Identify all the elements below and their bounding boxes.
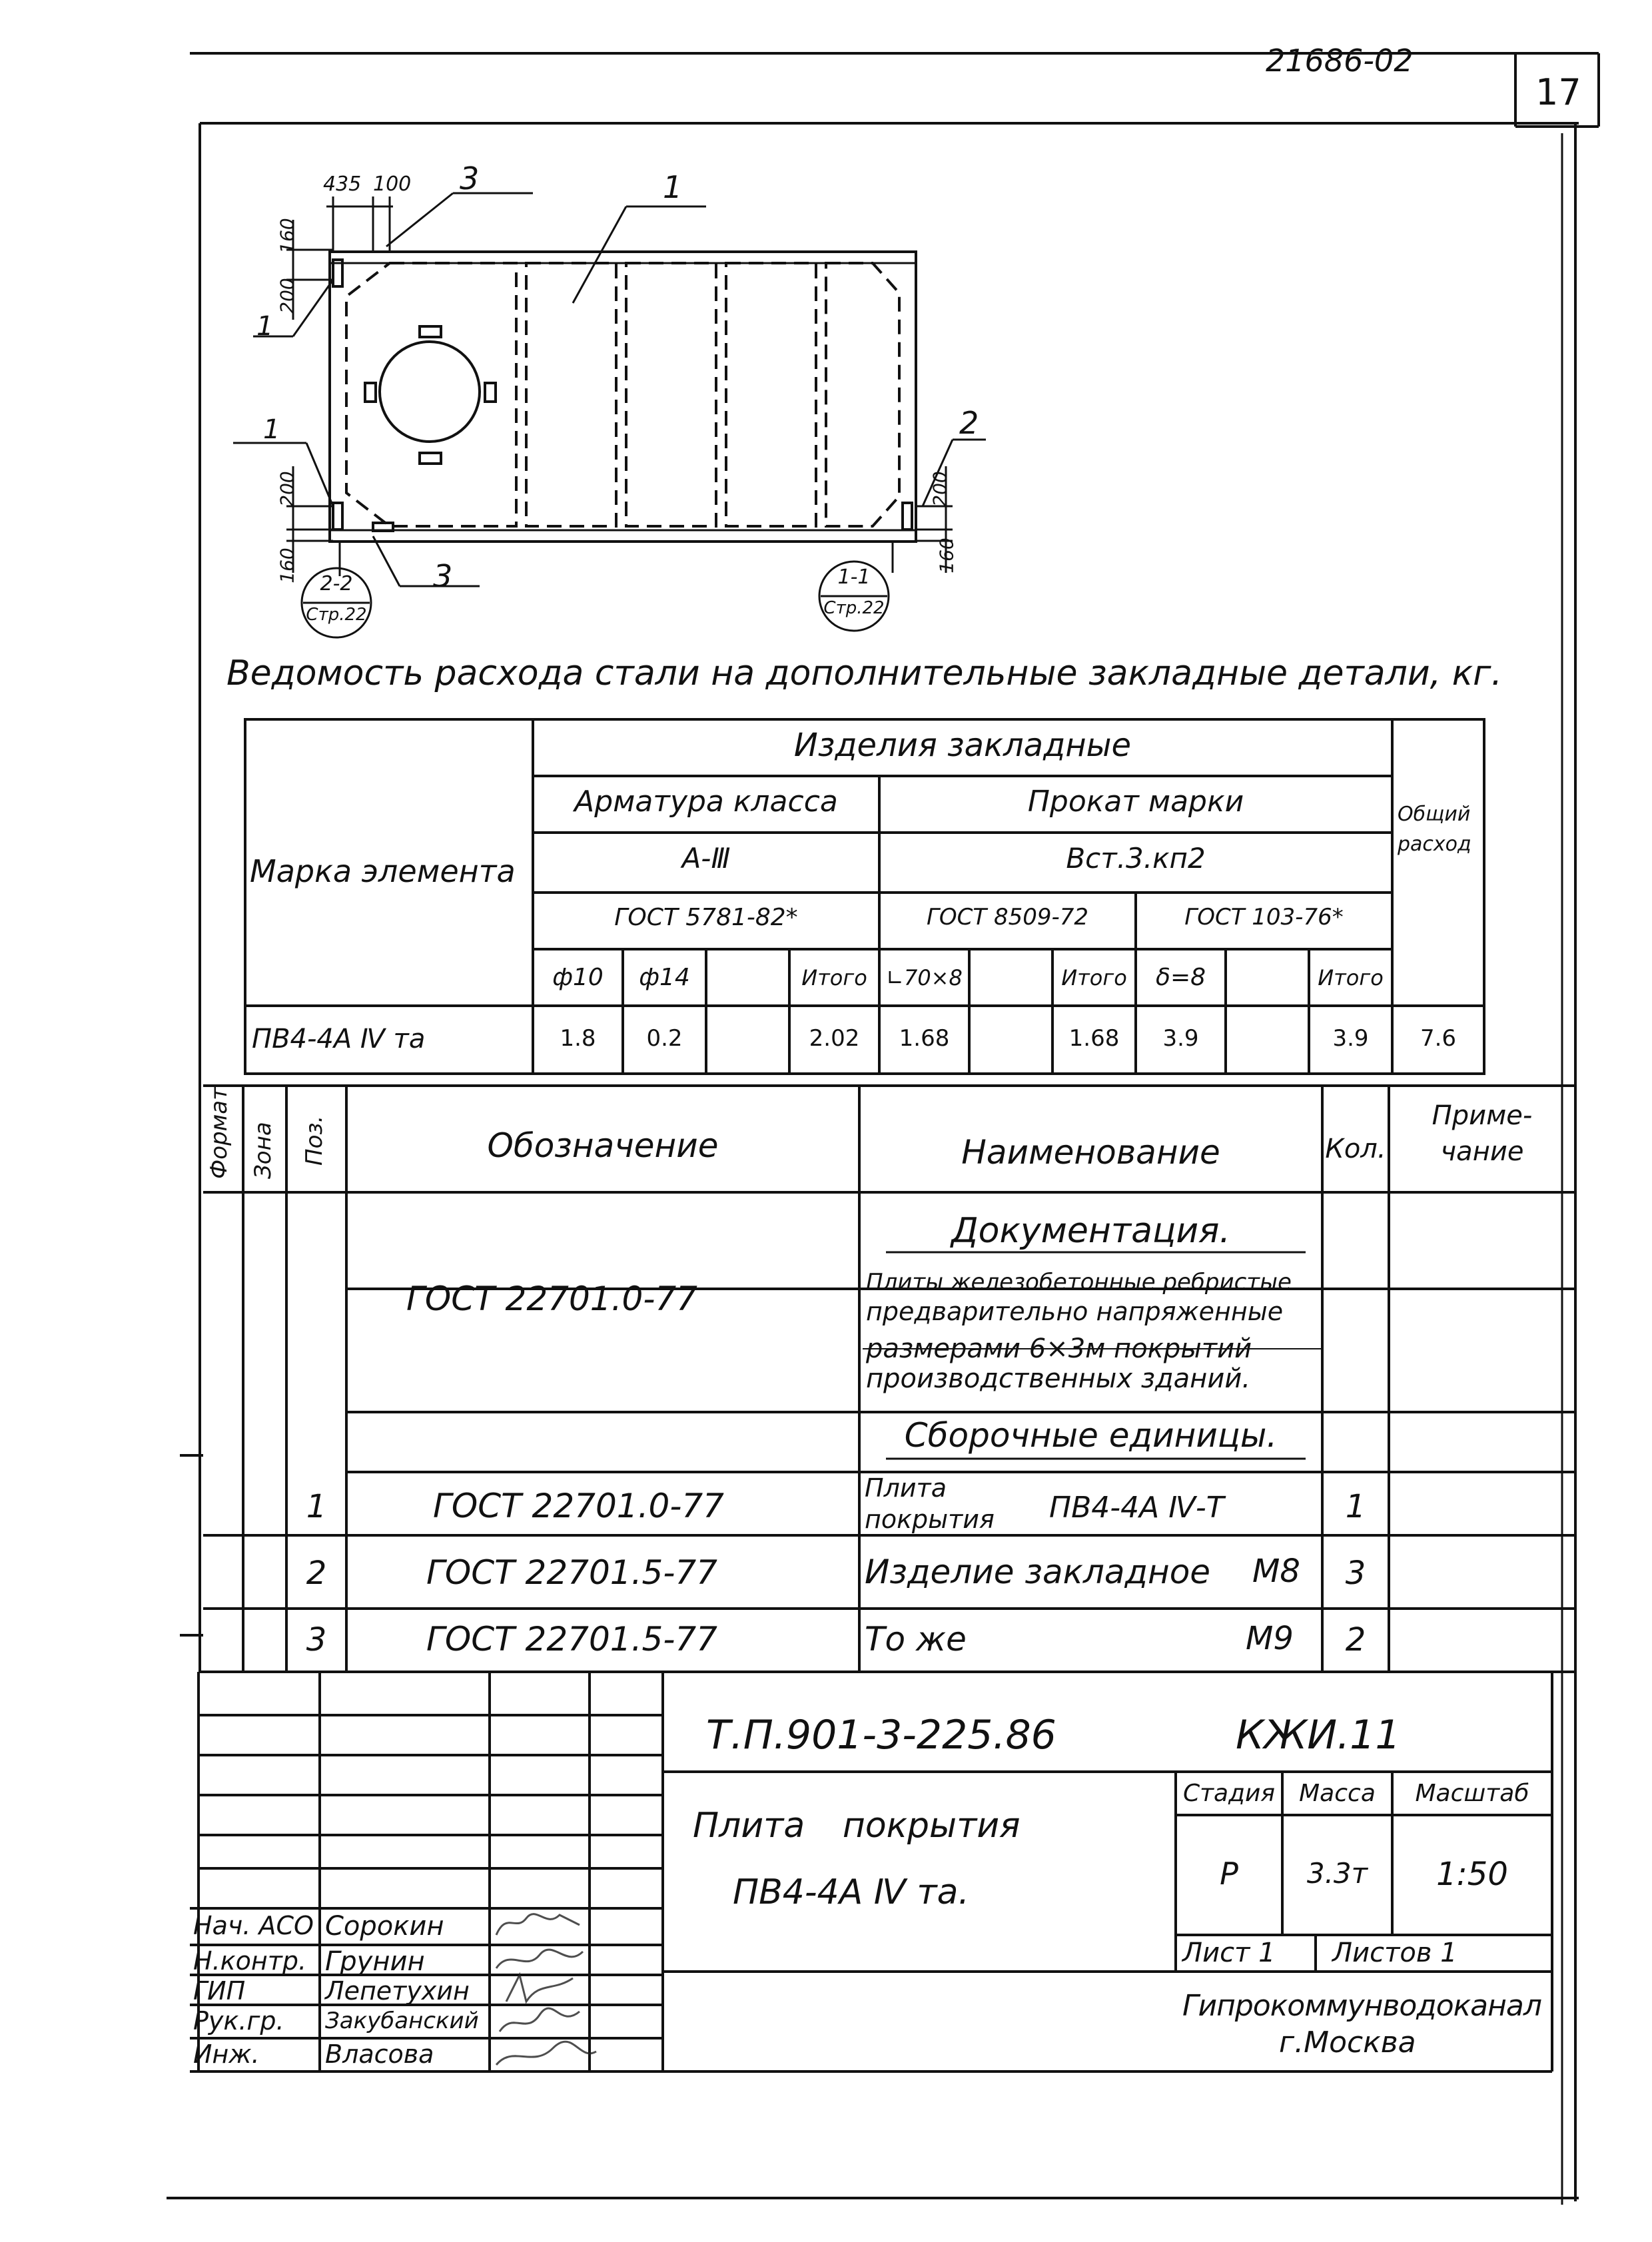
name-engineer: Власова [325, 2040, 434, 2069]
section-assembly-units: Сборочные единицы. [904, 1416, 1278, 1455]
header-rebar-class: Арматура класса [574, 785, 838, 819]
cell-angle: 1.68 [899, 1025, 950, 1052]
plan-drawing [330, 252, 916, 542]
spec-row-3-name: То же [865, 1620, 967, 1659]
position-1-top: 1 [663, 169, 683, 205]
dim-200-bottom-left: 200 [276, 471, 298, 507]
role-engineer: Инж. [193, 2040, 260, 2069]
position-3-bottom: 3 [433, 558, 453, 594]
spec-row-1-name-b: покрытия [865, 1505, 995, 1534]
position-3-top: 3 [460, 161, 480, 196]
scale-value: 1:50 [1436, 1856, 1508, 1893]
dim-200-bottom-right: 200 [929, 471, 951, 507]
header-quantity: Кол. [1325, 1134, 1386, 1164]
subheader-d10: ф10 [552, 964, 604, 991]
header-total-consumption: Общий расход [1398, 803, 1471, 856]
section-2-2-label: 2-2 [320, 572, 353, 595]
spec-row-1-designation: ГОСТ 22701.0-77 [433, 1487, 724, 1525]
cell-total-plate: 3.9 [1332, 1025, 1369, 1052]
header-gost-5781: ГОСТ 5781-82* [614, 904, 798, 931]
cell-plate: 3.9 [1162, 1025, 1199, 1052]
subheader-total-rebar: Итого [801, 965, 867, 990]
sheet-code: КЖИ.11 [1236, 1712, 1401, 1758]
header-zone: Зона [250, 1122, 276, 1179]
name-chief-engineer: Лепетухин [325, 1976, 470, 2006]
cell-d14: 0.2 [646, 1025, 683, 1052]
spec-row-3-designation: ГОСТ 22701.5-77 [426, 1620, 717, 1659]
dim-100: 100 [373, 173, 412, 196]
spec-row-2-quantity: 3 [1345, 1555, 1366, 1592]
position-1-left-lower: 1 [263, 414, 280, 445]
cell-overall-total: 7.6 [1420, 1025, 1457, 1052]
header-gost-103: ГОСТ 103-76* [1184, 904, 1344, 931]
dim-200-top-left: 200 [276, 278, 298, 314]
section-1-1-label: 1-1 [837, 565, 871, 589]
header-stage: Стадия [1182, 1780, 1276, 1807]
sheet-label: Лист 1 [1182, 1938, 1276, 1968]
position-1-left: 1 [256, 311, 274, 342]
archive-code: 21686-02 [1266, 43, 1414, 79]
cell-total-rebar: 2.02 [809, 1025, 860, 1052]
header-scale: Масштаб [1415, 1780, 1529, 1807]
cell-d10: 1.8 [560, 1025, 596, 1052]
item-name-line-2: ПВ4-4А Ⅳ та. [733, 1872, 970, 1912]
position-2-right: 2 [959, 405, 979, 441]
header-gost-8509: ГОСТ 8509-72 [926, 904, 1089, 931]
doc-name-line-2: предварительно напряженные [866, 1297, 1284, 1326]
doc-gost: ГОСТ 22701.0-77 [406, 1280, 697, 1318]
role-chief-engineer: ГИП [193, 1976, 246, 2006]
dim-160-bottom-right: 160 [935, 538, 958, 573]
sheet-number: 17 [1535, 71, 1581, 113]
row-element-mark: ПВ4-4А Ⅳ та [252, 1024, 426, 1054]
doc-name-line-3: размерами 6×3м покрытий [866, 1333, 1252, 1364]
subheader-d14: ф14 [639, 964, 690, 991]
header-element-mark: Марка элемента [250, 853, 516, 889]
dim-160-top-left: 160 [276, 218, 298, 254]
role-head-aso: Нач. АСО [193, 1911, 314, 1940]
spec-row-2-designation: ГОСТ 22701.5-77 [426, 1553, 717, 1592]
role-norm-control: Н.контр. [193, 1946, 307, 1976]
organization-city: г.Москва [1279, 2026, 1416, 2059]
doc-name-line-1: Плиты железобетонные ребристые [866, 1269, 1292, 1296]
header-rolled-grade-value: Вст.3.кп2 [1066, 842, 1206, 875]
header-embedded-items: Изделия закладные [793, 727, 1132, 764]
subheader-total-plate: Итого [1318, 965, 1384, 990]
header-format: Формат [206, 1087, 232, 1179]
dim-435: 435 [323, 173, 362, 196]
steel-table-title: Ведомость расхода стали на дополнительные закладные детали, кг. [226, 653, 1502, 693]
header-rolled-grade: Прокат марки [1027, 785, 1244, 819]
header-designation: Обозначение [487, 1126, 719, 1165]
header-name: Наименование [961, 1133, 1220, 1172]
name-head-aso: Сорокин [325, 1911, 444, 1942]
spec-row-2-grade: М8 [1252, 1553, 1300, 1590]
role-group-lead: Рук.гр. [193, 2006, 284, 2036]
sheets-label: Листов 1 [1332, 1938, 1457, 1968]
subheader-plate: δ=8 [1155, 964, 1206, 991]
spec-row-3-quantity: 2 [1345, 1621, 1366, 1659]
doc-name-line-4: производственных зданий. [866, 1363, 1251, 1394]
header-rebar-class-value: А-Ⅲ [681, 842, 731, 875]
steel-table-grid [245, 719, 1484, 1074]
spec-row-2-name: Изделие закладное [865, 1553, 1211, 1591]
name-group-lead: Закубанский [325, 2008, 479, 2034]
cell-total-angle: 1.68 [1068, 1025, 1120, 1052]
organization-name: Гипрокоммунводоканал [1182, 1989, 1542, 2023]
document-code: Т.П.901-3-225.86 [706, 1712, 1056, 1758]
section-1-1-ref: Стр.22 [823, 598, 885, 618]
header-mass: Масса [1299, 1780, 1376, 1807]
mass-value: 3.3т [1306, 1857, 1368, 1890]
spec-row-1-position: 1 [306, 1488, 327, 1525]
name-norm-control: Грунин [325, 1946, 425, 1977]
stage-value: Р [1220, 1856, 1238, 1892]
spec-row-3-position: 3 [306, 1621, 327, 1659]
spec-row-1-name-c: ПВ4-4А Ⅳ-Т [1049, 1491, 1224, 1525]
spec-row-3-grade: М9 [1246, 1620, 1294, 1657]
item-name-line-1: Плита покрытия [693, 1806, 1021, 1846]
header-note: Приме-чание [1432, 1100, 1533, 1167]
section-documentation: Документация. [951, 1211, 1230, 1251]
spec-row-1-name-a: Плита [865, 1473, 947, 1503]
section-2-2-ref: Стр.22 [306, 605, 367, 625]
dim-160-bottom-left: 160 [276, 548, 298, 583]
header-position: Поз. [301, 1115, 328, 1166]
subheader-angle: ∟70×8 [886, 965, 963, 990]
spec-row-1-quantity: 1 [1345, 1488, 1366, 1525]
spec-row-2-position: 2 [306, 1555, 327, 1592]
subheader-total-angle: Итого [1061, 965, 1127, 990]
